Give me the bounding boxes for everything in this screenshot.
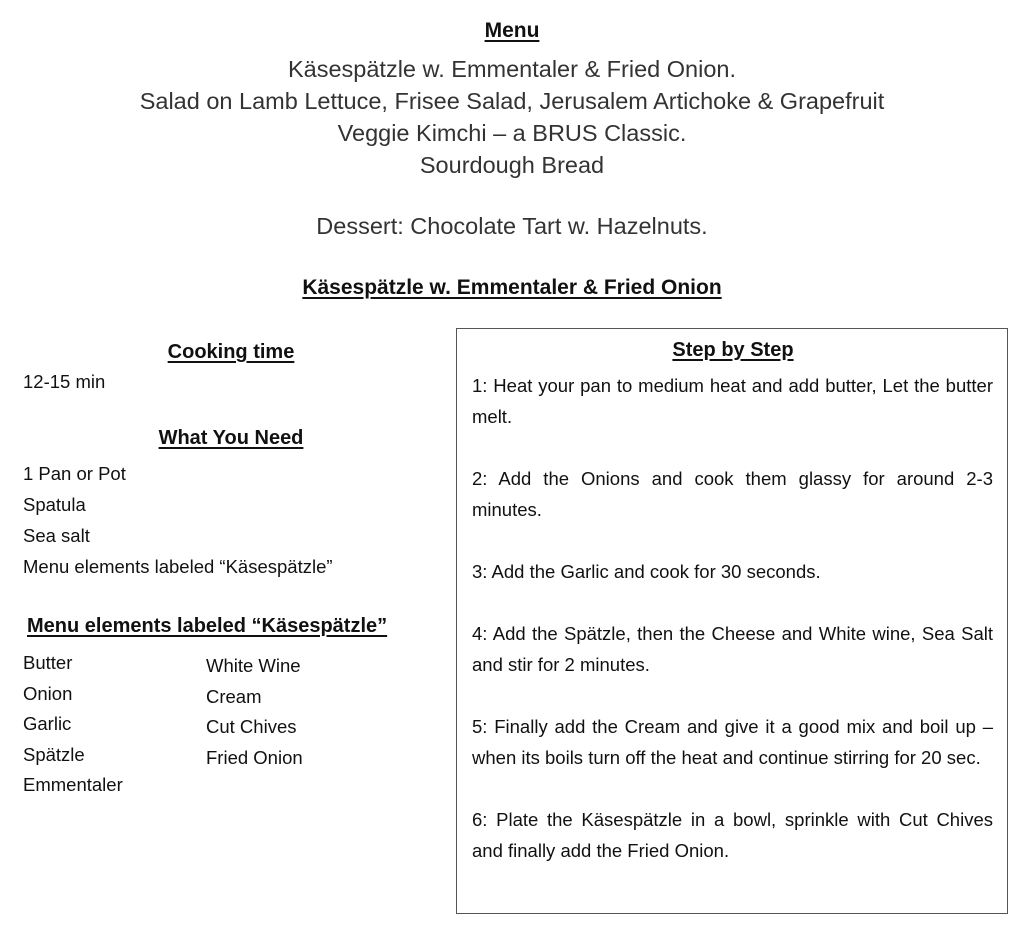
cooking-time-heading: Cooking time xyxy=(167,341,295,363)
ingredient-item: Butter xyxy=(23,652,73,673)
what-you-need-heading: What You Need xyxy=(158,427,304,449)
list-item: Sea salt xyxy=(23,525,90,546)
list-item: 1 Pan or Pot xyxy=(23,463,126,484)
menu-item: Salad on Lamb Lettuce, Frisee Salad, Jerusalem Artichoke & Grapefruit xyxy=(139,88,885,114)
ingredients-column-1 xyxy=(23,648,123,801)
step-item: 3: Add the Garlic and cook for 30 seconds. xyxy=(472,561,821,582)
menu-list xyxy=(0,53,1024,181)
menu-item: Sourdough Bread xyxy=(419,152,605,178)
step-by-step-heading: Step by Step xyxy=(672,339,794,361)
step-by-step-box xyxy=(456,328,1008,914)
menu-heading: Menu xyxy=(484,19,540,42)
list-item: Spatula xyxy=(23,494,86,515)
what-you-need-list xyxy=(23,458,333,582)
ingredient-item: Cut Chives xyxy=(206,716,297,737)
ingredient-item: Onion xyxy=(23,682,73,704)
menu-elements-heading: Menu elements labeled “Käsespätzle” xyxy=(27,615,388,637)
ingredients-column-2 xyxy=(206,651,303,773)
menu-item: Käsespätzle w. Emmentaler & Fried Onion. xyxy=(287,56,736,82)
ingredient-item: Spätzle xyxy=(23,743,85,765)
menu-item: Veggie Kimchi – a BRUS Classic. xyxy=(337,120,687,146)
step-item: 6: Plate the Käsespätzle in a bowl, sprinkle with Cut Chives and finally add the Fried Onion. xyxy=(472,809,993,861)
dessert-line: Dessert: Chocolate Tart w. Hazelnuts. xyxy=(316,213,708,239)
step-item: 4: Add the Spätzle, then the Cheese and White wine, Sea Salt and stir for 2 minutes. xyxy=(472,623,993,675)
list-item: Menu elements labeled “Käsespätzle” xyxy=(23,556,333,577)
ingredient-item: Emmentaler xyxy=(23,774,123,795)
ingredient-item: Cream xyxy=(206,685,262,707)
ingredient-item: Fried Onion xyxy=(206,746,303,768)
step-item: 2: Add the Onions and cook them glassy for around 2-3 minutes. xyxy=(472,468,993,520)
step-item: 1: Heat your pan to medium heat and add butter, Let the butter melt. xyxy=(472,375,993,427)
cooking-time-value: 12-15 min xyxy=(23,371,106,392)
step-item: 5: Finally add the Cream and give it a good mix and boil up – when its boils turn off the heat and continue stirring for 20 sec. xyxy=(472,716,993,768)
recipe-title: Käsespätzle w. Emmentaler & Fried Onion xyxy=(302,276,722,299)
ingredient-item: Garlic xyxy=(23,713,72,734)
steps-list xyxy=(472,370,993,897)
ingredient-item: White Wine xyxy=(206,655,301,676)
